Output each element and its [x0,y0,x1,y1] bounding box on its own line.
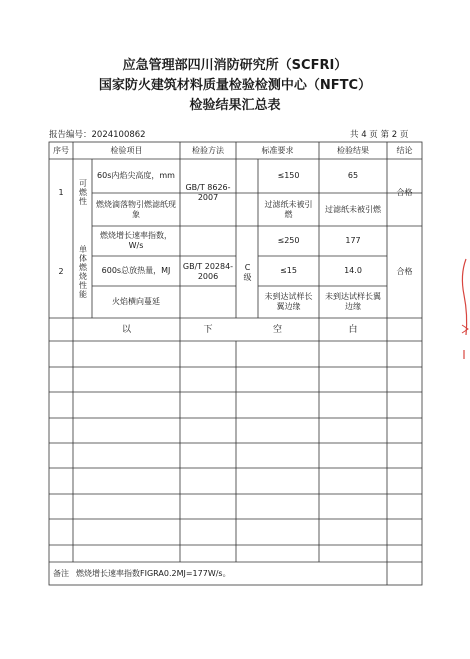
page-info: 共 4 页 第 2 页 [350,130,409,140]
row2-no: 2 [58,267,64,276]
row2-res-b: 14.0 [344,266,362,275]
header-conclusion: 结论 [396,145,413,155]
row2-method: GB/T 20284-2006 [182,262,234,281]
row1-res-a: 65 [347,171,359,180]
row2-res-a: 177 [345,236,361,245]
row1-no: 1 [58,187,64,197]
row1-req-a: ≤150 [277,171,300,180]
row2-grade: C级 [243,262,252,282]
header-no: 序号 [53,145,69,155]
row2-item-b: 600s总放热量，MJ [101,266,171,275]
red-stamp-fragment [456,255,470,365]
header-title-2: 国家防火建筑材料质量检验检测中心（NFTC） [98,78,372,93]
row2-item-a: 燃烧增长速率指数，W/s [100,231,172,250]
row1-item-b: 燃烧滴落物引燃滤纸现象 [96,199,176,219]
row1-category: 可燃性 [78,179,88,206]
row1-res-b: 过滤纸未被引燃 [325,204,381,214]
row2-req-b: ≤15 [280,266,297,275]
row2-conclusion: 合格 [396,267,413,276]
header-title-1: 应急管理部四川消防研究所（SCFRI） [122,58,348,73]
row2-res-c: 未到达试样长翼边缘 [325,292,381,311]
header-title-3: 检验结果汇总表 [189,98,281,113]
header-result: 检验结果 [337,145,369,155]
row2-category: 单体燃烧性能 [78,245,88,299]
header-item: 检验项目 [110,145,143,155]
header-method: 检验方法 [192,145,224,155]
row2-req-c: 未到达试样长翼边缘 [264,292,313,311]
row2-item-c: 火焰横向蔓延 [112,297,160,306]
blank-mark-3: 空 [272,324,282,335]
blank-mark-4: 白 [348,324,358,335]
note-label: 备注 [53,568,69,578]
note-text: 燃烧增长速率指数FIGRA0.2MJ=177W/s。 [76,568,231,578]
row1-method: GB/T 8626-2007 [185,182,231,202]
report-number: 报告编号：2024100862 [49,130,146,140]
row1-item-a: 60s内焰尖高度，mm [97,171,175,180]
header-requirement: 标准要求 [261,145,294,155]
row2-req-a: ≤250 [277,236,300,245]
row1-req-b: 过滤纸未被引燃 [264,199,313,219]
row1-conclusion: 合格 [396,187,413,197]
blank-mark-1: 以 [121,324,131,335]
blank-mark-2: 下 [203,324,213,335]
